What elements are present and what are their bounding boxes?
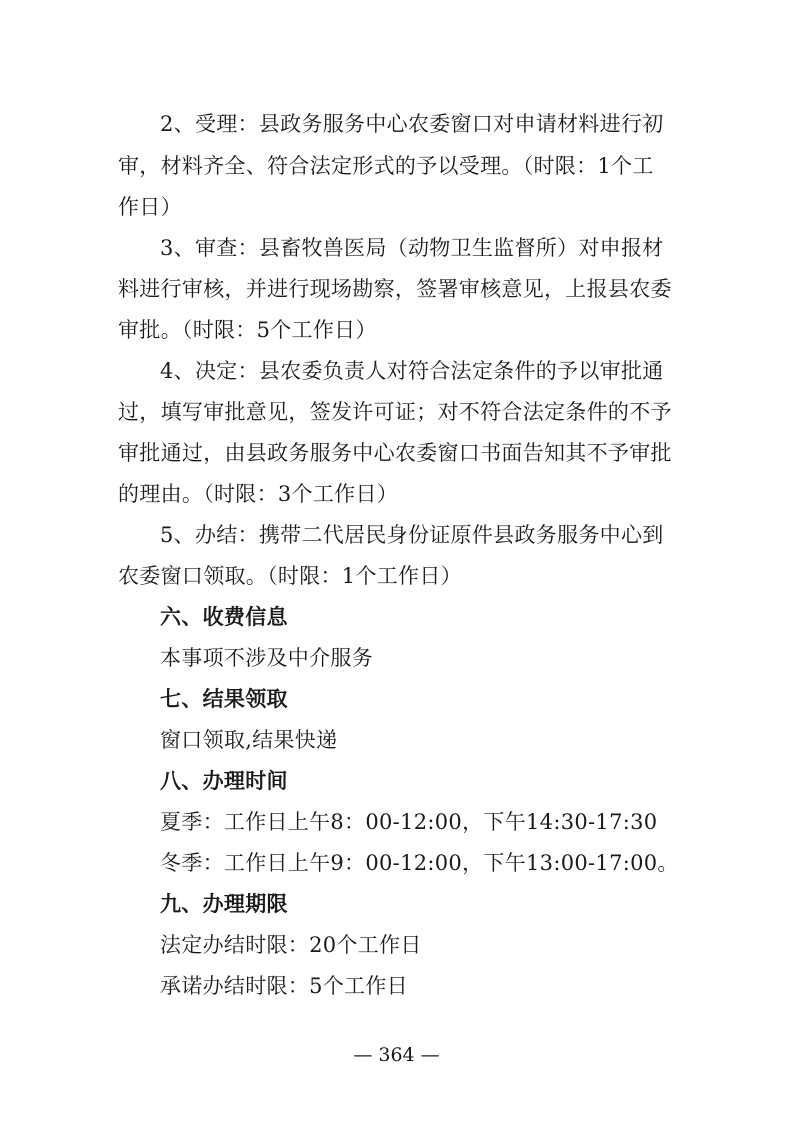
section9-heading: 九、办理期限 <box>160 892 288 916</box>
section7-heading: 七、结果领取 <box>160 687 288 711</box>
step3-line-2: 料进行审核，并进行现场勘察，签署审核意见，上报县农委 <box>118 277 672 301</box>
summer-hours: 夏季：工作日上午8：00-12:00，下午14:30-17:30 <box>160 810 658 834</box>
section7-body: 窗口领取,结果快递 <box>160 728 338 752</box>
step4-line-4: 的理由。（时限：3个工作日） <box>118 482 399 506</box>
legal-deadline: 法定办结时限：20个工作日 <box>160 933 422 957</box>
step2-line-2: 审，材料齐全、符合法定形式的予以受理。（时限：1个工 <box>118 154 654 178</box>
step2-line-1: 2、受理：县政务服务中心农委窗口对申请材料进行初 <box>160 112 664 136</box>
step3-line-3: 审批。（时限：5个工作日） <box>118 318 377 342</box>
step2-line-3: 作日） <box>118 195 182 219</box>
step4-line-1: 4、决定：县农委负责人对符合法定条件的予以审批通 <box>160 359 664 383</box>
step4-line-2: 过，填写审批意见，签发许可证；对不符合法定条件的不予 <box>118 400 672 424</box>
step4-line-3: 审批通过，由县政务服务中心农委窗口书面告知其不予审批 <box>118 441 672 465</box>
page-number: — 364 — <box>353 1044 440 1066</box>
section6-heading: 六、收费信息 <box>160 605 288 629</box>
step5-line-1: 5、办结：携带二代居民身份证原件县政务服务中心到 <box>160 523 664 547</box>
step5-line-2: 农委窗口领取。（时限：1个工作日） <box>118 564 462 588</box>
section8-heading: 八、办理时间 <box>160 769 288 793</box>
winter-hours: 冬季：工作日上午9：00-12:00，下午13:00-17:00。 <box>160 851 679 875</box>
section6-body: 本事项不涉及中介服务 <box>160 646 373 670</box>
step3-line-1: 3、审查：县畜牧兽医局（动物卫生监督所）对申报材 <box>160 236 664 260</box>
promised-deadline: 承诺办结时限：5个工作日 <box>160 974 408 998</box>
